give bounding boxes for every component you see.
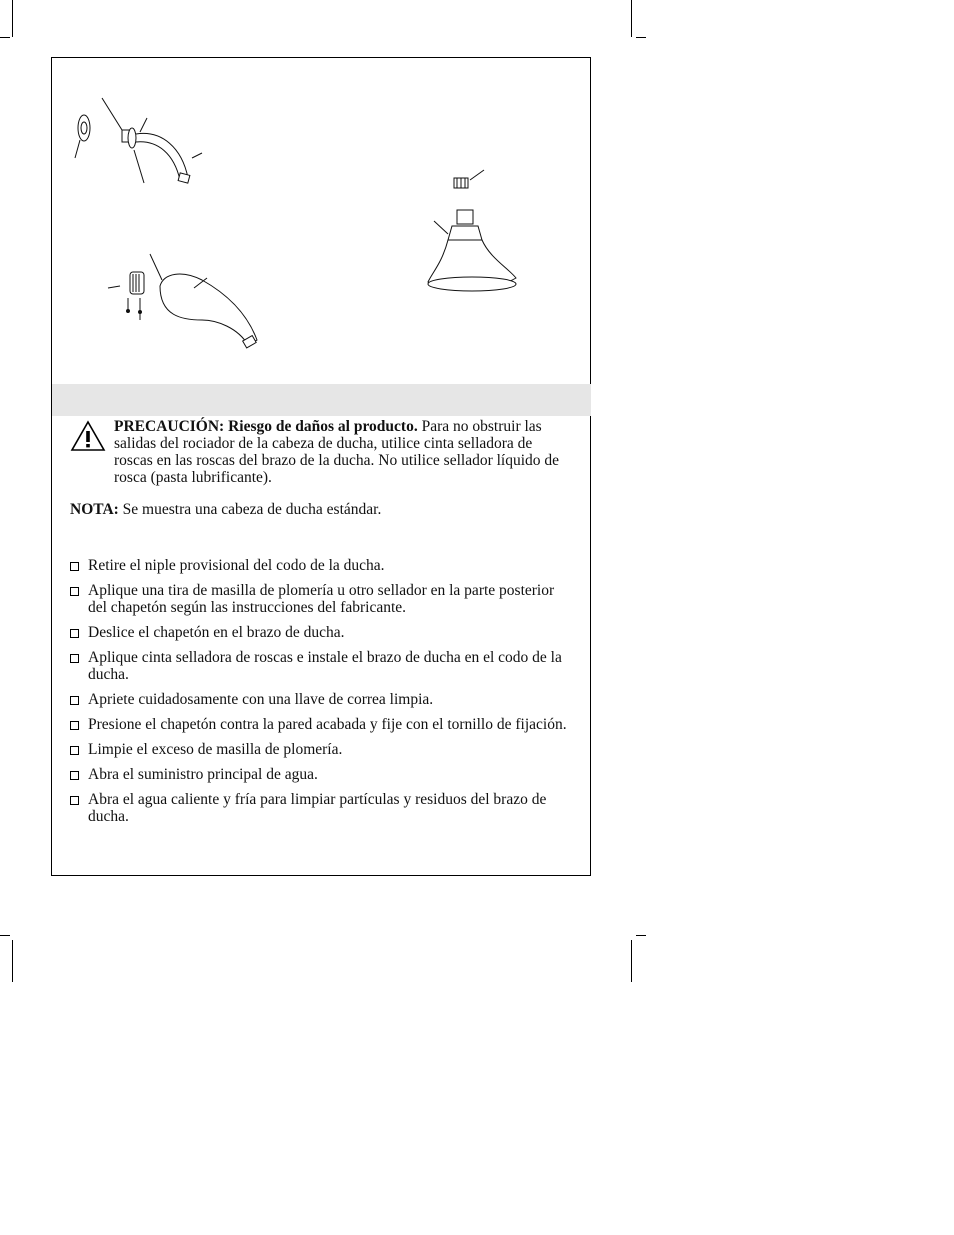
- section-header-band: [52, 384, 591, 416]
- crop-mark: [0, 37, 10, 38]
- shower-head-figure: [428, 170, 516, 291]
- checkbox-icon[interactable]: [70, 587, 79, 596]
- crop-mark: [12, 940, 13, 982]
- caution-body: Para no obstruir las salidas del rociador de la cabeza de ducha, utilice cinta selladora de roscas en las roscas del brazo de la ducha. No utilice sellador líquido de rosca (pasta lubrificante).: [114, 418, 560, 486]
- warning-triangle-icon: [70, 420, 106, 452]
- step-text: Limpie el exceso de masilla de plomería.: [88, 741, 343, 758]
- step-list: [70, 557, 570, 833]
- crop-mark: [636, 37, 646, 38]
- list-item: [70, 691, 570, 708]
- crop-mark: [631, 0, 632, 37]
- step-text: Apriete cuidadosamente con una llave de correa limpia.: [88, 691, 434, 708]
- nipple-figure: [108, 254, 257, 348]
- list-item: [70, 557, 570, 574]
- caution-lead: PRECAUCIÓN: Riesgo de daños al producto.: [114, 418, 418, 435]
- checkbox-icon[interactable]: [70, 796, 79, 805]
- caution-text: [114, 418, 564, 486]
- crop-mark: [636, 935, 646, 936]
- crop-mark: [12, 0, 13, 37]
- step-text: Abra el agua caliente y fría para limpiar partículas y residuos del brazo de ducha.: [88, 791, 547, 825]
- checkbox-icon[interactable]: [70, 721, 79, 730]
- checkbox-icon[interactable]: [70, 696, 79, 705]
- step-text: Aplique una tira de masilla de plomería u otro sellador en la parte posterior del chapetón según las instrucciones del fabricante.: [88, 582, 555, 616]
- list-item: [70, 791, 570, 825]
- list-item: [70, 649, 570, 683]
- note-body: Se muestra una cabeza de ducha estándar.: [118, 501, 382, 518]
- note-label: NOTA:: [70, 501, 119, 518]
- step-text: Abra el suministro principal de agua.: [88, 766, 318, 783]
- crop-mark: [631, 940, 632, 982]
- step-text: Presione el chapetón contra la pared acabada y fije con el tornillo de fijación.: [88, 716, 567, 733]
- checkbox-icon[interactable]: [70, 629, 79, 638]
- checkbox-icon[interactable]: [70, 654, 79, 663]
- instruction-panel: [51, 57, 591, 876]
- list-item: [70, 766, 570, 783]
- list-item: [70, 741, 570, 758]
- shower-arm-figure: [75, 98, 202, 183]
- step-text: Deslice el chapetón en el brazo de ducha.: [88, 624, 345, 641]
- crop-mark: [0, 935, 10, 936]
- step-text: Retire el niple provisional del codo de la ducha.: [88, 557, 385, 574]
- list-item: [70, 582, 570, 616]
- list-item: [70, 624, 570, 641]
- note-text: [70, 501, 570, 519]
- list-item: [70, 716, 570, 733]
- step-text: Aplique cinta selladora de roscas e instale el brazo de ducha en el codo de la ducha.: [88, 649, 562, 683]
- checkbox-icon[interactable]: [70, 746, 79, 755]
- checkbox-icon[interactable]: [70, 562, 79, 571]
- checkbox-icon[interactable]: [70, 771, 79, 780]
- installation-illustration: [52, 58, 592, 383]
